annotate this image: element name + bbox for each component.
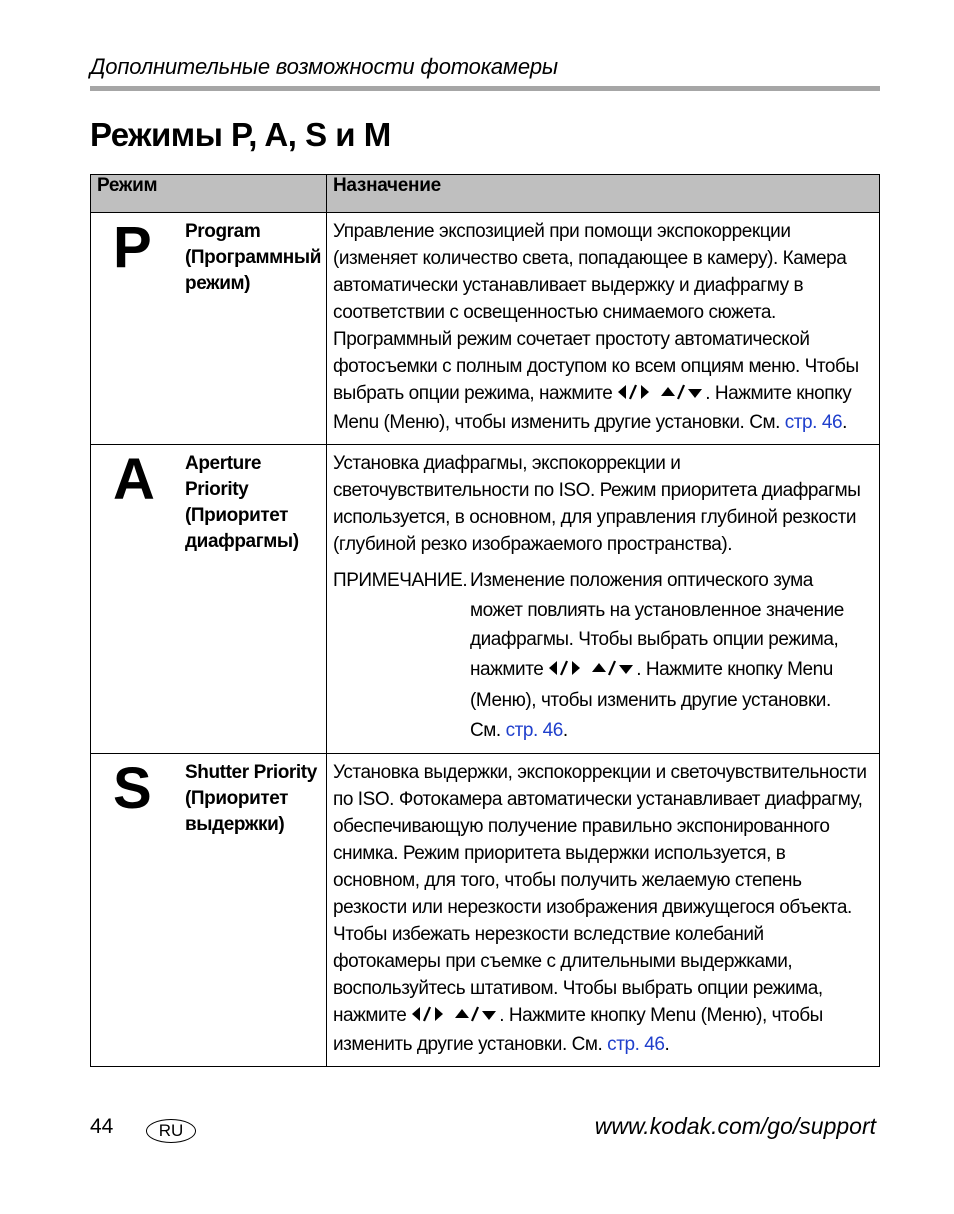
mode-cell-s (91, 754, 327, 1067)
mode-cell-a (91, 445, 327, 754)
table-row (91, 213, 880, 445)
mode-description (327, 445, 880, 754)
desc-text: Установка диафрагмы, экспокоррекции и светочувствительности по ISO. Режим приоритета диафрагмы используется, в основном, для управления глубиной резкости (глубиной резко изображаемого пространства). (333, 453, 861, 555)
note-label: ПРИМЕЧАНИЕ. (333, 570, 468, 591)
page-link[interactable]: стр. 46 (784, 412, 843, 433)
col-header-purpose: Назначение (327, 175, 880, 213)
language-badge: RU (146, 1119, 196, 1143)
col-header-mode: Режим (91, 175, 327, 213)
note-block (333, 566, 873, 745)
mode-description (327, 754, 880, 1067)
table-header-row (91, 175, 880, 213)
note-text: Изменение положения оптического зума может повлиять на установленное значение диафрагмы. Чтобы выбрать опции режима, нажмите (470, 570, 844, 680)
left-right-up-down-arrows-icon (617, 382, 705, 409)
desc-text-after: . Нажмите кнопку Menu (Меню), чтобы изменить другие установки. См. (333, 383, 852, 433)
running-header: Дополнительные возможности фотокамеры (90, 54, 558, 79)
punctuation: . (842, 412, 847, 433)
desc-text: Управление экспозицией при помощи экспокоррекции (изменяет количество света, попадающее в камеру). Камера автоматически устанавливает выдержку и диафрагму в соответствии с освещенностью снимаемого сюжета. Программный режим сочетает простоту автоматической фотосъемки с полным доступом ко всем опциям меню. Чтобы выбрать опции режима, нажмите (333, 221, 859, 404)
page-link[interactable]: стр. 46 (607, 1034, 665, 1055)
desc-text: Установка выдержки, экспокоррекции и светочувствительности по ISO. Фотокамера автоматически устанавливает диафрагму, обеспечивающую получение правильно экспонированного снимка. Режим приоритета выдержки используется, в основном, для того, чтобы получить желаемую степень резкости или нерезкости изображения движущегося объекта. Чтобы избежать нерезкости вследствие колебаний фотокамеры при съемке с длительными выдержками, воспользуйтесь штативом. Чтобы выбрать опции режима, нажмите (333, 762, 867, 1026)
desc-text-after: . Нажмите кнопку Menu (Меню), чтобы изменить другие установки. См. (333, 1005, 823, 1055)
page-link[interactable]: стр. 46 (505, 719, 563, 741)
mode-description (327, 213, 880, 445)
mode-name: Shutter Priority (Приоритет выдержки) (185, 762, 317, 835)
punctuation: . (664, 1034, 670, 1055)
page-title: Режимы P, A, S и M (90, 116, 391, 153)
mode-letter: S (113, 756, 152, 821)
punctuation: . (562, 719, 568, 741)
mode-name: Aperture Priority (Приоритет диафрагмы) (185, 453, 299, 552)
footer-url[interactable]: www.kodak.com/go/support (594, 1113, 876, 1139)
table-row (91, 754, 880, 1067)
modes-table (90, 174, 880, 1067)
mode-cell-p (91, 213, 327, 445)
header-rule (90, 86, 880, 91)
table-row (91, 445, 880, 754)
note-text-after: . Нажмите кнопку Menu (Меню), чтобы изменить другие установки. См. (470, 658, 833, 741)
page-number: 44 (90, 1115, 114, 1138)
mode-letter: P (113, 215, 152, 280)
left-right-up-down-arrows-icon (411, 1004, 499, 1031)
left-right-up-down-arrows-icon (548, 657, 636, 687)
mode-letter: A (113, 447, 155, 512)
mode-name: Program (Программный режим) (185, 221, 321, 294)
